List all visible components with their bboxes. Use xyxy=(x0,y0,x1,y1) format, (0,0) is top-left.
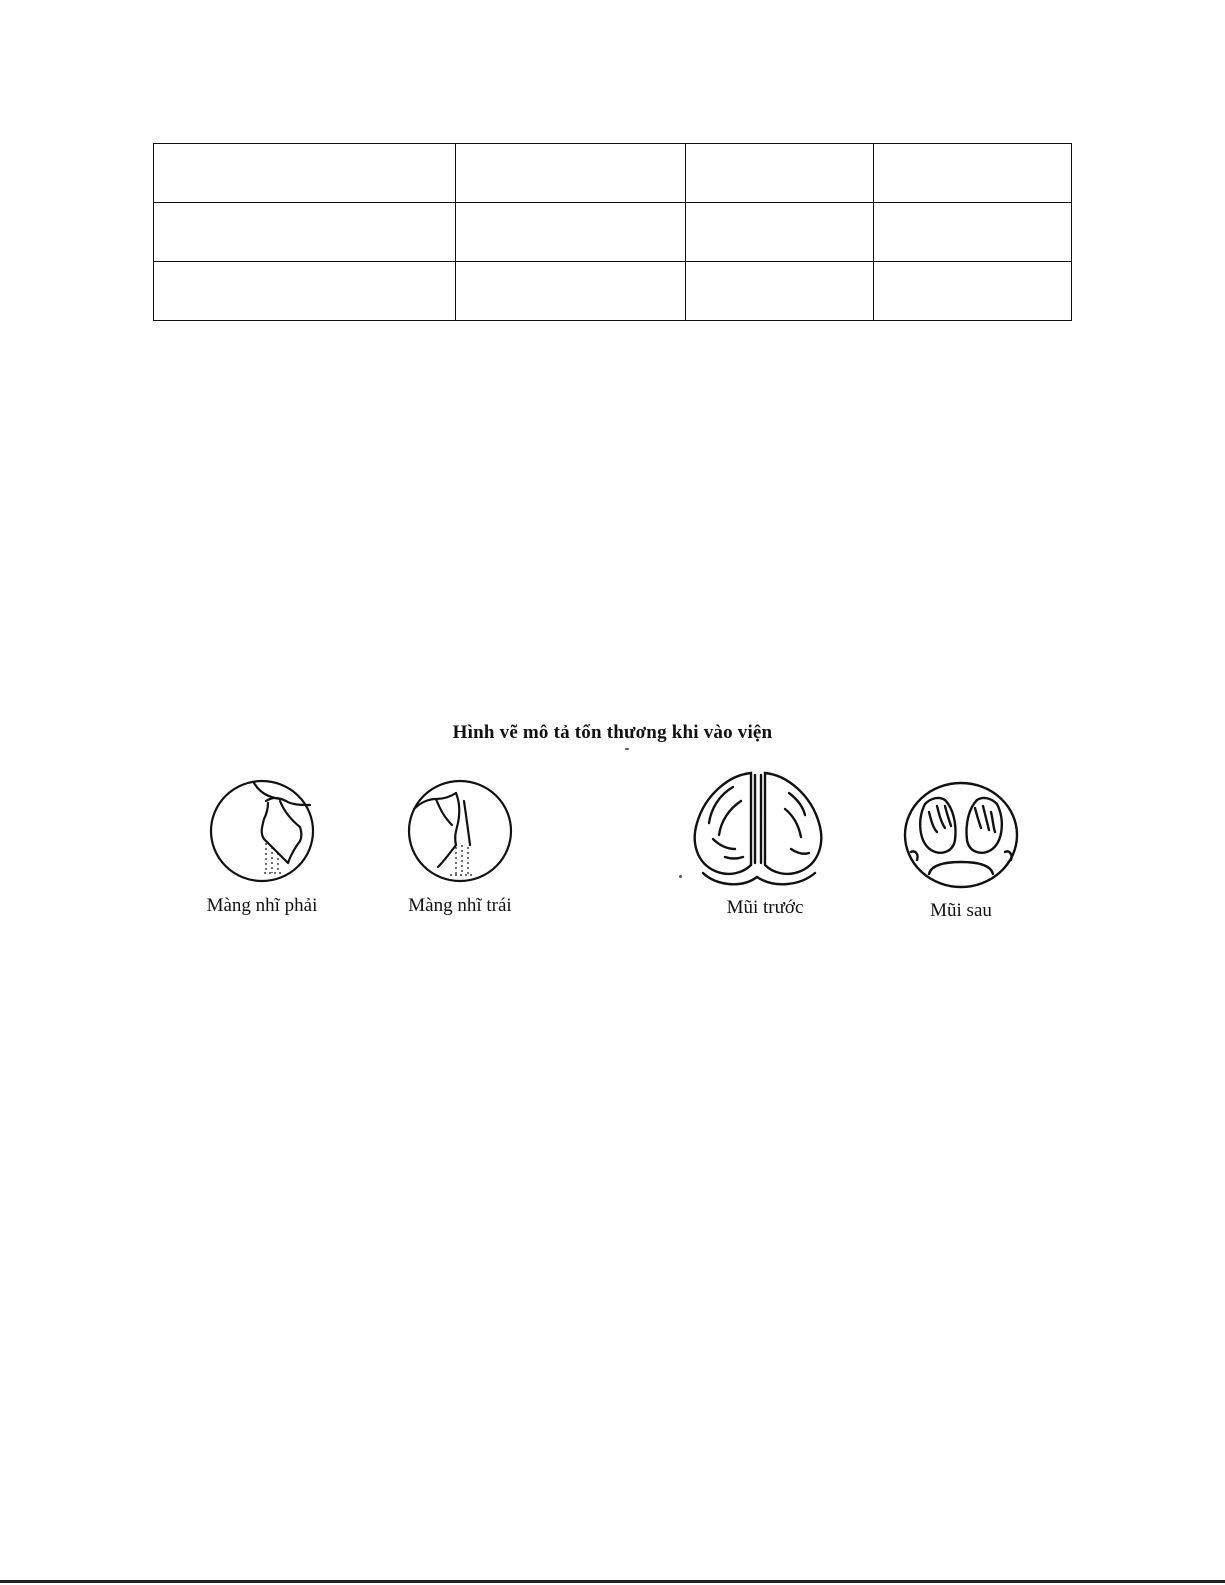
table-cell xyxy=(686,203,874,262)
table-cell xyxy=(686,144,874,203)
table-row xyxy=(154,203,1072,262)
figure-label: Mũi sau xyxy=(930,900,992,921)
blank-form-table xyxy=(153,143,1072,321)
figure-caption: Hình vẽ mô tả tổn thương khi vào viện xyxy=(452,722,773,743)
table-cell xyxy=(154,262,456,321)
table-row xyxy=(154,262,1072,321)
figure-label: Mũi trước xyxy=(726,897,804,918)
page-bottom-rule xyxy=(0,1580,1225,1583)
figure-left-eardrum xyxy=(385,775,535,965)
right-eardrum-icon xyxy=(202,775,322,885)
figure-label: Màng nhĩ phải xyxy=(206,895,318,916)
table-cell xyxy=(874,203,1072,262)
table-cell xyxy=(874,262,1072,321)
scan-speck xyxy=(625,748,629,750)
table-cell xyxy=(456,262,686,321)
table-cell xyxy=(154,144,456,203)
figure-anterior-nose xyxy=(685,765,845,955)
table-cell xyxy=(686,262,874,321)
table-cell xyxy=(456,144,686,203)
figure-posterior-nose xyxy=(896,780,1026,970)
table-cell xyxy=(874,144,1072,203)
table-cell xyxy=(456,203,686,262)
table-cell xyxy=(154,203,456,262)
left-eardrum-icon xyxy=(400,775,520,885)
figure-right-eardrum xyxy=(187,775,337,965)
scan-speck xyxy=(679,875,682,878)
anterior-nose-icon xyxy=(685,765,845,893)
blank-form-table-wrapper xyxy=(153,143,1071,321)
figure-label: Màng nhĩ trái xyxy=(408,895,512,916)
table-row xyxy=(154,144,1072,203)
posterior-nose-icon xyxy=(901,780,1021,890)
